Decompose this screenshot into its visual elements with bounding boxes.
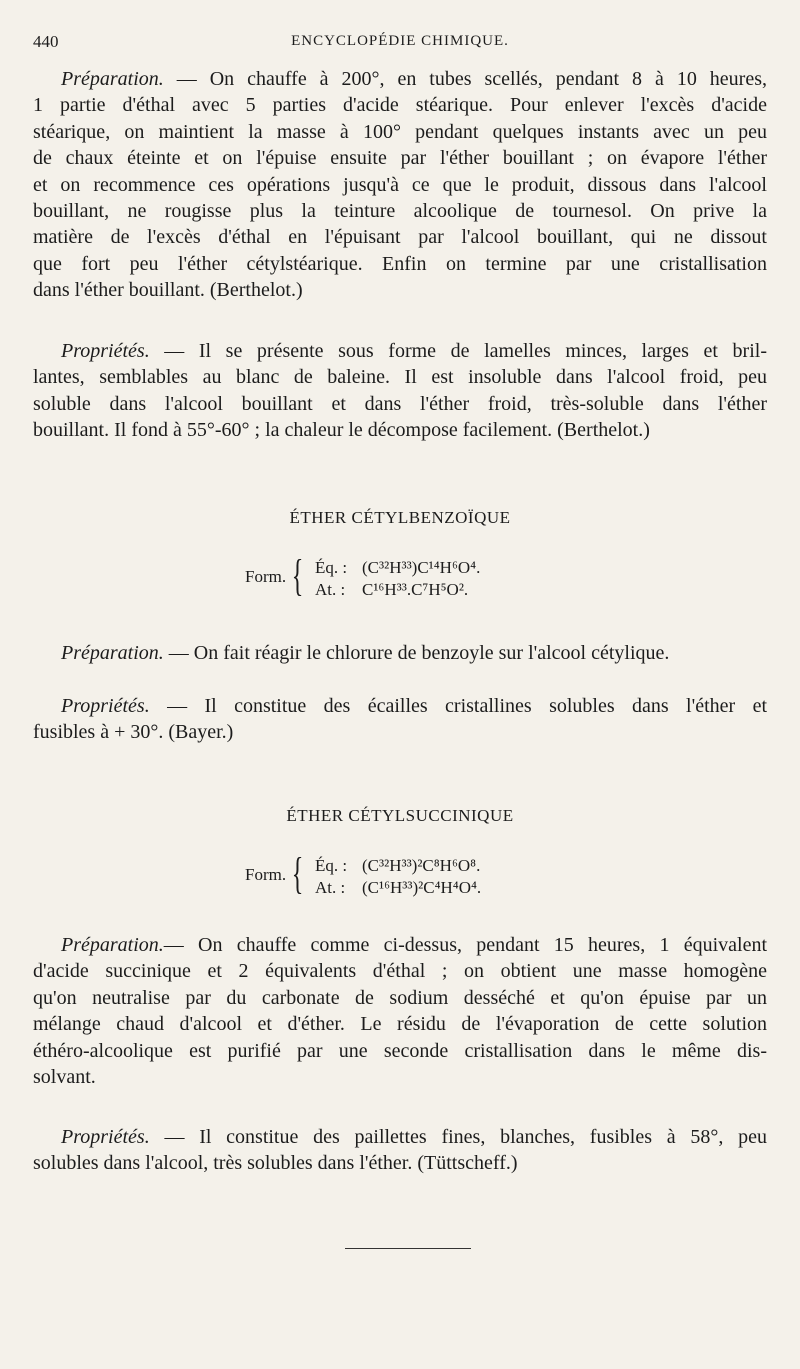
brace-glyph: { (291, 849, 304, 898)
formula-eq-value: (C³²H³³)C¹⁴H⁶O⁴. (362, 558, 481, 577)
properties-label: Propriétés. (61, 1126, 150, 1148)
paragraph-line: fusibles à + 30°. (Bayer.) (33, 721, 234, 744)
paragraph-line: Préparation. — On chauffe à 200°, en tubes scellés, pendant 8 à 10 heures, (61, 68, 767, 90)
succinique-preparation-paragraph (33, 932, 767, 1090)
paragraph-line: solvant. (33, 1065, 96, 1088)
formula-label: Form. (245, 865, 287, 884)
paragraph-line: Propriétés. — Il constitue des paillettes fines, blanches, fusibles à 58°, peu (61, 1126, 767, 1148)
paragraph-line: d'acide succinique et 2 équivalents d'éthal ; on obtient une masse homogène (33, 960, 767, 983)
formula-eq-label: Éq. : (315, 558, 348, 577)
paragraph-line: qu'on neutralise par du carbonate de sodium desséché et qu'on épuise par un (33, 986, 767, 1009)
formula-at-value: (C¹⁶H³³)²C⁴H⁴O⁴. (362, 878, 482, 897)
intro-properties-paragraph (33, 338, 767, 444)
succinique-properties-paragraph (33, 1124, 767, 1177)
paragraph-line: de chaux éteinte et on l'épuise ensuite par l'éther bouillant ; on évapore l'éther (33, 147, 767, 170)
formula-succinique (245, 846, 565, 906)
paragraph-line: Propriétés. — Il constitue des écailles cristallines solubles dans l'éther et (61, 695, 767, 717)
paragraph-line: solubles dans l'alcool, très solubles dans l'éther. (Tüttscheff.) (33, 1152, 518, 1175)
preparation-label: Préparation. (61, 642, 164, 664)
formula-benzoique (245, 548, 565, 608)
paragraph-line: bouillant. Il fond à 55°-60° ; la chaleur le décompose facilement. (Berthelot.) (33, 419, 650, 442)
section-title-succinique: ÉTHER CÉTYLSUCCINIQUE (286, 806, 514, 825)
paragraph-line: Propriétés. — Il se présente sous forme de lamelles minces, larges et bril- (61, 340, 767, 362)
formula-eq-value: (C³²H³³)²C⁸H⁶O⁸. (362, 856, 481, 875)
page-header (33, 32, 767, 56)
paragraph-line: Préparation. — On fait réagir le chlorure de benzoyle sur l'alcool cétylique. (61, 642, 670, 664)
paragraph-line: stéarique, on maintient la masse à 100° pendant quelques instants avec un peu (33, 120, 767, 143)
properties-label: Propriétés. (61, 695, 150, 717)
preparation-label: Préparation. (61, 68, 164, 90)
page-number: 440 (33, 32, 59, 51)
paragraph-line: que fort peu l'éther cétylstéarique. Enfin on termine par une cristallisation (33, 252, 767, 275)
paragraph-line: 1 partie d'éthal avec 5 parties d'acide stéarique. Pour enlever l'excès d'acide (33, 94, 767, 117)
formula-at-label: At. : (315, 580, 346, 599)
paragraph-line: soluble dans l'alcool bouillant et dans l'éther froid, très-soluble dans l'éther (33, 392, 767, 415)
intro-preparation-paragraph (33, 66, 767, 304)
end-rule (345, 1248, 471, 1249)
formula-eq-label: Éq. : (315, 856, 348, 875)
formula-at-value: C¹⁶H³³.C⁷H⁵O². (362, 580, 469, 599)
paragraph-line: lantes, semblables au blanc de baleine. Il est insoluble dans l'alcool froid, peu (33, 366, 767, 389)
paragraph-line: matière de l'excès d'éthal en l'épuisant par l'alcool bouillant, qui ne dissout (33, 226, 767, 249)
benzoique-preparation-paragraph (33, 640, 767, 666)
paragraph-line: dans l'éther bouillant. (Berthelot.) (33, 279, 303, 302)
properties-label: Propriétés. (61, 340, 150, 362)
paragraph-line: et on recommence ces opérations jusqu'à ce que le produit, dissous dans l'alcool (33, 173, 767, 196)
brace-glyph: { (291, 551, 304, 600)
preparation-label: Préparation. (61, 934, 164, 956)
benzoique-properties-paragraph (33, 693, 767, 746)
paragraph-line: mélange chaud d'alcool et d'éther. Le résidu de l'évaporation de cette solution (33, 1013, 767, 1036)
formula-at-label: At. : (315, 878, 346, 897)
paragraph-line: bouillant, ne rougisse plus la teinture alcoolique de tournesol. On prive la (33, 199, 767, 222)
formula-label: Form. (245, 567, 287, 586)
section-title-benzoique: ÉTHER CÉTYLBENZOÏQUE (289, 508, 511, 527)
paragraph-line: éthéro-alcoolique est purifié par une seconde cristallisation dans le même dis- (33, 1039, 767, 1062)
paragraph-line: Préparation.— On chauffe comme ci-dessus, pendant 15 heures, 1 équivalent (61, 934, 767, 956)
running-title: ENCYCLOPÉDIE CHIMIQUE. (291, 33, 509, 49)
